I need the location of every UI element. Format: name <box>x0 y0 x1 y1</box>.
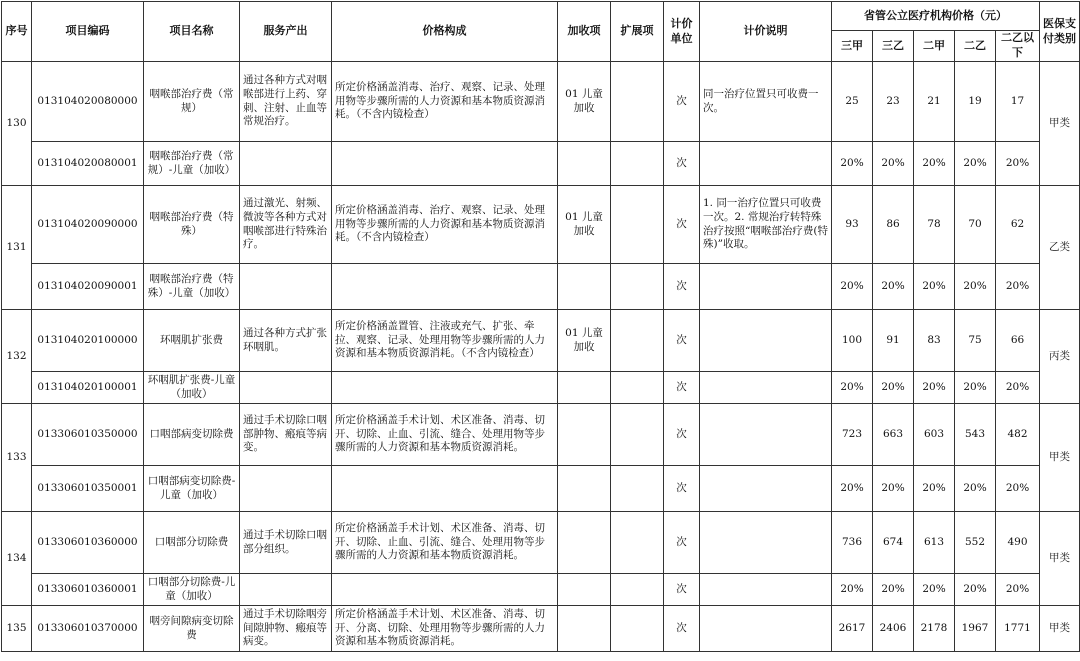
service-output: 通过激光、射频、微波等各种方式对咽喉部进行特殊治疗。 <box>240 186 332 264</box>
service-output <box>240 264 332 310</box>
item-name: 咽旁间隙病变切除费 <box>144 606 240 652</box>
price-level-3: 20% <box>914 466 955 512</box>
item-name: 环咽肌扩张费 <box>144 310 240 372</box>
item-name: 咽喉部治疗费（常规） <box>144 62 240 142</box>
service-output <box>240 574 332 606</box>
header-price-group: 省管公立医疗机构价格（元） <box>832 2 1040 31</box>
price-composition: 所定价格涵盖手术计划、术区准备、消毒、切开、分离、切除、处理用物等步骤所需的人力资源和基本物质资源消耗。 <box>332 606 558 652</box>
price-level-4: 75 <box>955 310 996 372</box>
price-composition: 所定价格涵盖消毒、治疗、观察、记录、处理用物等步骤所需的人力资源和基本物质资源消耗。（不含内镜检查） <box>332 186 558 264</box>
unit: 次 <box>664 512 700 574</box>
table-row <box>2 142 1080 186</box>
price-level-2: 20% <box>873 142 914 186</box>
surcharge-item: 01 儿童加收 <box>558 62 611 142</box>
item-code: 013104020100001 <box>32 372 144 404</box>
header-level-5: 二乙以下 <box>996 31 1040 62</box>
price-level-5: 62 <box>996 186 1040 264</box>
item-code: 013104020090001 <box>32 264 144 310</box>
pricing-note <box>700 142 832 186</box>
table-row <box>2 372 1080 404</box>
extension-item <box>611 606 664 652</box>
service-output: 通过手术切除口咽部肿物、瘢痕等病变。 <box>240 404 332 466</box>
service-output: 通过各种方式对咽喉部进行上药、穿刺、注射、止血等常规治疗。 <box>240 62 332 142</box>
pricing-note <box>700 606 832 652</box>
header-level-1: 三甲 <box>832 31 873 62</box>
item-code: 013104020090000 <box>32 186 144 264</box>
extension-item <box>611 264 664 310</box>
price-level-4: 552 <box>955 512 996 574</box>
price-level-3: 20% <box>914 142 955 186</box>
unit: 次 <box>664 264 700 310</box>
price-level-5: 20% <box>996 372 1040 404</box>
surcharge-item <box>558 404 611 466</box>
pricing-note <box>700 310 832 372</box>
unit: 次 <box>664 606 700 652</box>
price-level-1: 736 <box>832 512 873 574</box>
price-level-1: 93 <box>832 186 873 264</box>
header-output: 服务产出 <box>240 2 332 62</box>
item-name: 咽喉部治疗费（特殊） <box>144 186 240 264</box>
pricing-note <box>700 404 832 466</box>
extension-item <box>611 574 664 606</box>
header-surcharge: 加收项 <box>558 2 611 62</box>
price-level-2: 20% <box>873 264 914 310</box>
price-level-3: 603 <box>914 404 955 466</box>
payment-category: 甲类 <box>1040 404 1080 512</box>
service-output <box>240 142 332 186</box>
row-seq: 130 <box>2 62 32 186</box>
unit: 次 <box>664 186 700 264</box>
price-level-2: 20% <box>873 574 914 606</box>
table-row <box>2 606 1080 652</box>
unit: 次 <box>664 62 700 142</box>
price-composition: 所定价格涵盖消毒、治疗、观察、记录、处理用物等步骤所需的人力资源和基本物质资源消耗。（不含内镜检查） <box>332 62 558 142</box>
price-level-5: 20% <box>996 142 1040 186</box>
surcharge-item <box>558 512 611 574</box>
price-level-5: 490 <box>996 512 1040 574</box>
extension-item <box>611 310 664 372</box>
price-level-4: 70 <box>955 186 996 264</box>
price-composition: 所定价格涵盖手术计划、术区准备、消毒、切开、切除、止血、引流、缝合、处理用物等步骤所需的人力资源和基本物质资源消耗。 <box>332 404 558 466</box>
pricing-note <box>700 372 832 404</box>
price-level-5: 20% <box>996 466 1040 512</box>
service-output <box>240 372 332 404</box>
price-level-2: 20% <box>873 466 914 512</box>
pricing-note <box>700 264 832 310</box>
table-row <box>2 404 1080 466</box>
extension-item <box>611 512 664 574</box>
price-level-2: 91 <box>873 310 914 372</box>
price-level-3: 613 <box>914 512 955 574</box>
item-code: 013306010350001 <box>32 466 144 512</box>
header-composition: 价格构成 <box>332 2 558 62</box>
price-level-3: 2178 <box>914 606 955 652</box>
payment-category: 甲类 <box>1040 62 1080 186</box>
header-extension: 扩展项 <box>611 2 664 62</box>
price-level-5: 482 <box>996 404 1040 466</box>
payment-category: 甲类 <box>1040 512 1080 606</box>
price-level-1: 100 <box>832 310 873 372</box>
price-composition: 所定价格涵盖置管、注液或充气、扩张、牵拉、观察、记录、处理用物等步骤所需的人力资源和基本物质资源消耗。（不含内镜检查） <box>332 310 558 372</box>
table-row <box>2 62 1080 142</box>
price-composition <box>332 466 558 512</box>
service-output: 通过各种方式扩张环咽肌。 <box>240 310 332 372</box>
unit: 次 <box>664 372 700 404</box>
item-code: 013104020080001 <box>32 142 144 186</box>
price-table <box>1 1 1080 652</box>
table-row <box>2 264 1080 310</box>
surcharge-item <box>558 142 611 186</box>
header-level-2: 三乙 <box>873 31 914 62</box>
table-row <box>2 186 1080 264</box>
price-level-1: 2617 <box>832 606 873 652</box>
table-row <box>2 512 1080 574</box>
extension-item <box>611 62 664 142</box>
table-row <box>2 574 1080 606</box>
row-seq: 135 <box>2 606 32 652</box>
price-composition <box>332 264 558 310</box>
price-level-4: 1967 <box>955 606 996 652</box>
price-level-1: 20% <box>832 142 873 186</box>
row-seq: 133 <box>2 404 32 512</box>
surcharge-item <box>558 466 611 512</box>
price-level-3: 83 <box>914 310 955 372</box>
unit: 次 <box>664 574 700 606</box>
price-level-4: 20% <box>955 574 996 606</box>
price-level-5: 66 <box>996 310 1040 372</box>
unit: 次 <box>664 142 700 186</box>
item-name: 口咽部分切除费 <box>144 512 240 574</box>
service-output: 通过手术切除咽旁间隙肿物、瘢痕等病变。 <box>240 606 332 652</box>
extension-item <box>611 466 664 512</box>
item-code: 013306010350000 <box>32 404 144 466</box>
price-level-2: 663 <box>873 404 914 466</box>
item-name: 口咽部病变切除费-儿童（加收） <box>144 466 240 512</box>
price-level-3: 78 <box>914 186 955 264</box>
surcharge-item: 01 儿童加收 <box>558 310 611 372</box>
price-level-4: 20% <box>955 466 996 512</box>
header-payment: 医保支付类别 <box>1040 2 1080 62</box>
surcharge-item <box>558 264 611 310</box>
item-name: 环咽肌扩张费-儿童（加收） <box>144 372 240 404</box>
price-composition <box>332 574 558 606</box>
pricing-note <box>700 574 832 606</box>
price-level-4: 20% <box>955 142 996 186</box>
price-level-4: 19 <box>955 62 996 142</box>
row-seq: 134 <box>2 512 32 606</box>
price-level-5: 1771 <box>996 606 1040 652</box>
service-output: 通过手术切除口咽部分组织。 <box>240 512 332 574</box>
payment-category: 丙类 <box>1040 310 1080 404</box>
service-output <box>240 466 332 512</box>
price-level-1: 20% <box>832 574 873 606</box>
price-level-2: 2406 <box>873 606 914 652</box>
price-level-1: 20% <box>832 372 873 404</box>
pricing-note: 1. 同一治疗位置只可收费一次。2. 常规治疗转特殊治疗按照“咽喉部治疗费(特殊)”收取。 <box>700 186 832 264</box>
surcharge-item <box>558 606 611 652</box>
item-code: 013306010360000 <box>32 512 144 574</box>
surcharge-item: 01 儿童加收 <box>558 186 611 264</box>
price-level-1: 20% <box>832 264 873 310</box>
price-level-5: 20% <box>996 264 1040 310</box>
table-row <box>2 466 1080 512</box>
extension-item <box>611 142 664 186</box>
header-unit: 计价单位 <box>664 2 700 62</box>
unit: 次 <box>664 404 700 466</box>
item-code: 013306010360001 <box>32 574 144 606</box>
price-level-5: 20% <box>996 574 1040 606</box>
payment-category: 甲类 <box>1040 606 1080 652</box>
price-composition <box>332 372 558 404</box>
price-level-2: 20% <box>873 372 914 404</box>
item-name: 咽喉部治疗费（常规）-儿童（加收） <box>144 142 240 186</box>
price-level-4: 20% <box>955 264 996 310</box>
item-code: 013104020100000 <box>32 310 144 372</box>
header-name: 项目名称 <box>144 2 240 62</box>
header-seq: 序号 <box>2 2 32 62</box>
extension-item <box>611 404 664 466</box>
header-level-4: 二乙 <box>955 31 996 62</box>
price-level-3: 21 <box>914 62 955 142</box>
price-level-4: 543 <box>955 404 996 466</box>
price-composition <box>332 142 558 186</box>
pricing-note <box>700 466 832 512</box>
item-code: 013306010370000 <box>32 606 144 652</box>
price-level-2: 674 <box>873 512 914 574</box>
pricing-note: 同一治疗位置只可收费一次。 <box>700 62 832 142</box>
price-level-3: 20% <box>914 574 955 606</box>
price-level-2: 86 <box>873 186 914 264</box>
price-level-5: 17 <box>996 62 1040 142</box>
unit: 次 <box>664 466 700 512</box>
surcharge-item <box>558 574 611 606</box>
price-level-1: 723 <box>832 404 873 466</box>
unit: 次 <box>664 310 700 372</box>
item-name: 口咽部分切除费-儿童（加收） <box>144 574 240 606</box>
item-code: 013104020080000 <box>32 62 144 142</box>
row-seq: 131 <box>2 186 32 310</box>
extension-item <box>611 372 664 404</box>
surcharge-item <box>558 372 611 404</box>
extension-item <box>611 186 664 264</box>
item-name: 口咽部病变切除费 <box>144 404 240 466</box>
price-level-3: 20% <box>914 372 955 404</box>
header-level-3: 二甲 <box>914 31 955 62</box>
price-level-3: 20% <box>914 264 955 310</box>
item-name: 咽喉部治疗费（特殊）-儿童（加收） <box>144 264 240 310</box>
price-level-4: 20% <box>955 372 996 404</box>
header-note: 计价说明 <box>700 2 832 62</box>
payment-category: 乙类 <box>1040 186 1080 310</box>
price-level-2: 23 <box>873 62 914 142</box>
price-level-1: 20% <box>832 466 873 512</box>
row-seq: 132 <box>2 310 32 404</box>
header-code: 项目编码 <box>32 2 144 62</box>
pricing-note <box>700 512 832 574</box>
table-row <box>2 310 1080 372</box>
price-composition: 所定价格涵盖手术计划、术区准备、消毒、切开、切除、止血、引流、缝合、处理用物等步骤所需的人力资源和基本物质资源消耗。 <box>332 512 558 574</box>
price-level-1: 25 <box>832 62 873 142</box>
